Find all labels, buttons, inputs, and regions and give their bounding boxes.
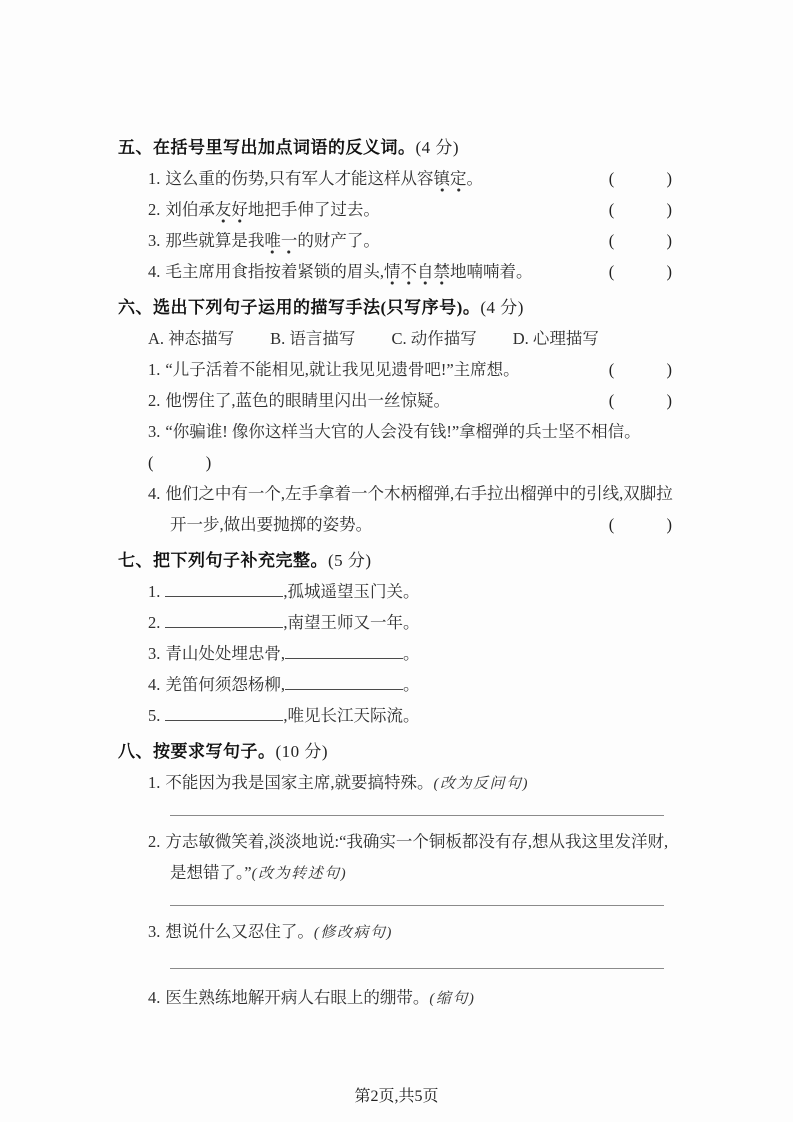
instruction-note: (改为反问句) [433, 776, 529, 792]
section-8 [118, 741, 673, 1010]
question-item: 1. 不能因为我是国家主席,就要搞特殊。(改为反问句) [148, 773, 529, 792]
answer-brackets: ( ) [148, 453, 213, 472]
question-item: 5. ,唯见长江天际流。 [148, 706, 420, 725]
answer-brackets: ( ) [608, 169, 673, 188]
question-text: 4. 毛主席用食指按着紧锁的眉头,情不自禁地喃喃着。 [148, 261, 533, 283]
question-item: 1. ,孤城遥望玉门关。 [148, 582, 420, 601]
section-7-title: 七、把下列句子补充完整。 [118, 551, 328, 570]
question-item: 3. 想说什么又忍住了。(修改病句) [148, 922, 393, 941]
answer-write-line [170, 815, 664, 816]
fill-in-blank [285, 644, 403, 659]
fill-in-blank [285, 675, 403, 690]
section-6-heading [118, 297, 673, 319]
section-5-heading [118, 137, 673, 159]
question-item [118, 261, 673, 283]
option-list [118, 328, 673, 350]
question-item: 4. 羌笛何须怨杨柳, 。 [148, 675, 420, 694]
question-item [118, 421, 673, 443]
question-text: 1. 这么重的伤势,只有军人才能这样从容镇定。 [148, 168, 483, 190]
fill-in-blank [165, 613, 283, 628]
answer-brackets: ( ) [608, 262, 673, 281]
section-7 [118, 550, 673, 727]
emphasized-word: 镇定 [434, 169, 467, 193]
option-d: D. 心理描写 [512, 329, 599, 348]
section-5-title: 五、在括号里写出加点词语的反义词。 [118, 138, 416, 157]
question-text: 2. 他愣住了,蓝色的眼睛里闪出一丝惊疑。 [148, 391, 450, 410]
option-c: C. 动作描写 [391, 329, 477, 348]
answer-brackets: ( ) [608, 515, 673, 534]
instruction-note: (改为转述句) [251, 866, 348, 882]
instruction-note: (修改病句) [313, 925, 393, 941]
section-6-score: (4 分) [480, 298, 524, 317]
question-text: 2. 刘伯承友好地把手伸了过去。 [148, 199, 380, 221]
question-item-continuation: 是想错了。”(改为转述句) [170, 863, 348, 882]
answer-brackets: ( ) [608, 231, 673, 250]
instruction-note: (缩句) [429, 991, 476, 1007]
question-text: 1. “儿子活着不能相见,就让我见见遗骨吧!”主席想。 [148, 360, 520, 379]
section-8-title: 八、按要求写句子。 [118, 742, 276, 761]
fill-in-blank [165, 706, 283, 721]
question-item [118, 199, 673, 221]
emphasized-word: 友好 [215, 200, 248, 224]
fill-in-blank [165, 582, 283, 597]
option-a: A. 神态描写 [148, 329, 235, 348]
answer-write-line [170, 905, 664, 906]
section-8-heading [118, 741, 673, 763]
question-text: 3. “你骗谁! 像你这样当大官的人会没有钱!”拿榴弹的兵士坚不相信。 [148, 422, 641, 441]
question-item: 3. 青山处处埋忠骨, 。 [148, 644, 420, 663]
question-item [118, 359, 673, 381]
question-item [118, 390, 673, 412]
question-item: 4. 医生熟练地解开病人右眼上的绷带。(缩句) [148, 988, 476, 1007]
section-6-title: 六、选出下列句子运用的描写手法(只写序号)。 [118, 298, 481, 317]
question-text: 开一步,做出要抛掷的姿势。 [170, 515, 373, 534]
option-b: B. 语言描写 [270, 329, 356, 348]
section-7-score: (5 分) [328, 551, 372, 570]
question-item [118, 483, 673, 505]
section-7-heading [118, 550, 673, 572]
question-item [118, 168, 673, 190]
emphasized-word: 情不自禁 [384, 262, 450, 286]
answer-brackets: ( ) [608, 200, 673, 219]
question-item-continuation [118, 514, 673, 536]
page-number: 第2页,共5页 [354, 1088, 439, 1105]
section-8-score: (10 分) [275, 742, 329, 761]
answer-brackets-row [118, 452, 673, 474]
question-item: 2. 方志敏微笑着,淡淡地说:“我确实一个铜板都没有存,想从我这里发洋财, [148, 832, 669, 851]
emphasized-word: 唯一 [264, 231, 297, 255]
answer-brackets: ( ) [608, 391, 673, 410]
section-6 [118, 297, 673, 536]
section-5 [118, 137, 673, 283]
section-5-score: (4 分) [415, 138, 460, 157]
question-item: 2. ,南望王师又一年。 [148, 613, 420, 632]
answer-brackets: ( ) [608, 360, 673, 379]
question-text: 3. 那些就算是我唯一的财产了。 [148, 230, 380, 252]
question-text: 4. 他们之中有一个,左手拿着一个木柄榴弹,右手拉出榴弹中的引线,双脚拉 [148, 484, 673, 503]
question-item [118, 230, 673, 252]
answer-write-line [170, 968, 664, 969]
